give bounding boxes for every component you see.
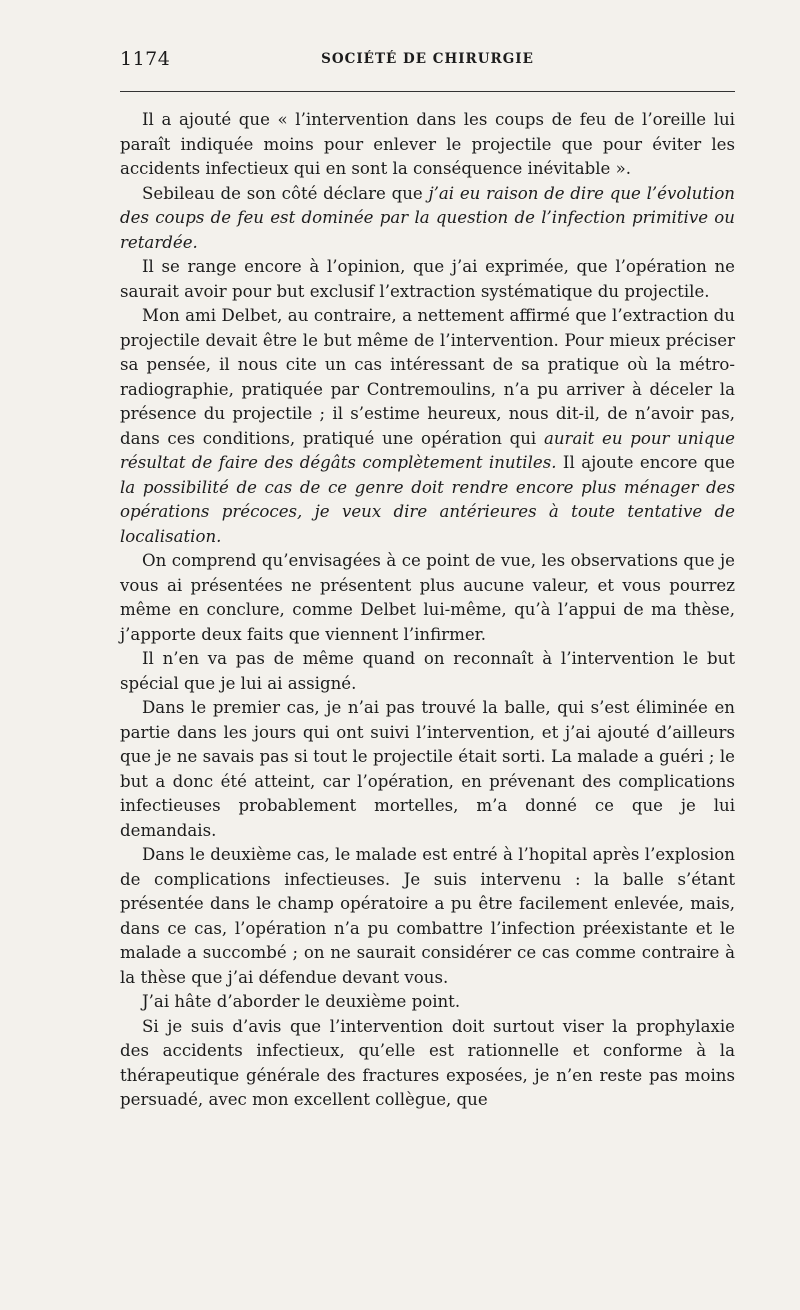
paragraph-9-text: J’ai hâte d’aborder le deuxième point. [142, 992, 461, 1011]
paragraph-5-text: On comprend qu’envisagées à ce point de vue, les observations que je vous ai présentées ne présentent plus aucune valeur, et vous pourrez même en conclure, comme Delbet lui-même, qu’à l’appui de ma thèse, j’apporte deux faits que viennent l’infirmer. [120, 551, 735, 644]
paragraph-4 [120, 304, 735, 549]
body-text [120, 108, 735, 1113]
paragraph-6-text: Il n’en va pas de même quand on reconnaît à l’intervention le but spécial que je lui ai assigné. [120, 649, 735, 693]
paragraph-1 [120, 108, 735, 182]
paragraph-10-text: Si je suis d’avis que l’intervention doit surtout viser la prophylaxie des accidents infectieux, qu’elle est rationnelle et conforme à la thérapeutique générale des fractures exposées, je n’en reste pas moins persuadé, avec mon excellent collègue, que [120, 1016, 735, 1109]
paragraph-4-italic-1: aurait eu pour unique résultat de faire des dégâts complètement inutiles. [120, 428, 735, 472]
paragraph-9 [120, 990, 735, 1015]
paragraph-4-text: Mon ami Delbet, au contraire, a nettement affirmé que l’extraction du projectile devait être le but même de l’intervention. Pour mieux préciser sa pensée, il nous cite un cas intéressant de sa pratique où la métro-radiographie, pratiquée par Contremoulins, n’a pu arriver à déceler la présence du projectile ; il s’estime heureux, nous dit-il, de n’avoir pas, dans ces conditions, pratiqué une opération qui [120, 306, 735, 448]
paragraph-10 [120, 1015, 735, 1113]
running-head: SOCIÉTÉ DE CHIRURGIE [321, 51, 534, 67]
paragraph-2-italic: j’ai eu raison de dire que l’évolution des coups de feu est dominée par la question de l’infection primitive ou retardée. [120, 183, 735, 252]
page-number: 1174 [120, 48, 171, 70]
header-rule [120, 91, 735, 92]
paragraph-2 [120, 182, 735, 256]
paragraph-8 [120, 843, 735, 990]
paragraph-1-text: Il a ajouté que « l’intervention dans les coups de feu de l’oreille lui paraît indiquée moins pour enlever le projectile que pour éviter les accidents infectieux qui en sont la conséquence inévitable ». [120, 110, 735, 178]
paragraph-3 [120, 255, 735, 304]
paragraph-4-italic-2: la possibilité de cas de ce genre doit rendre encore plus ménager des opérations précoces, je veux dire antérieures à toute tentative de localisation. [120, 477, 735, 546]
paragraph-6 [120, 647, 735, 696]
paragraph-4-text-2: Il ajoute encore que [556, 453, 735, 472]
paragraph-5 [120, 549, 735, 647]
page-header [120, 48, 735, 74]
paragraph-7-text: Dans le premier cas, je n’ai pas trouvé la balle, qui s’est éliminée en partie dans les jours qui ont suivi l’intervention, et j’ai ajouté d’ailleurs que je ne savais pas si tout le projectile était sorti. La malade a guéri ; le but a donc été atteint, car l’opération, en prévenant des complications infectieuses probablement mortelles, m’a donné ce que je lui demandais. [120, 698, 735, 840]
paragraph-8-text: Dans le deuxième cas, le malade est entré à l’hopital après l’explosion de complications infectieuses. Je suis intervenu : la balle s’étant présentée dans le champ opératoire a pu être facilement enlevée, mais, dans ce cas, l’opération n’a pu combattre l’infection préexistante et le malade a succombé ; on ne saurait considérer ce cas comme contraire à la thèse que j’ai défendue devant vous. [120, 845, 735, 987]
paragraph-2-text: Sebileau de son côté déclare que [142, 183, 429, 203]
paragraph-7 [120, 696, 735, 843]
paragraph-3-text: Il se range encore à l’opinion, que j’ai exprimée, que l’opération ne saurait avoir pour but exclusif l’extraction systématique du projectile. [120, 257, 735, 301]
